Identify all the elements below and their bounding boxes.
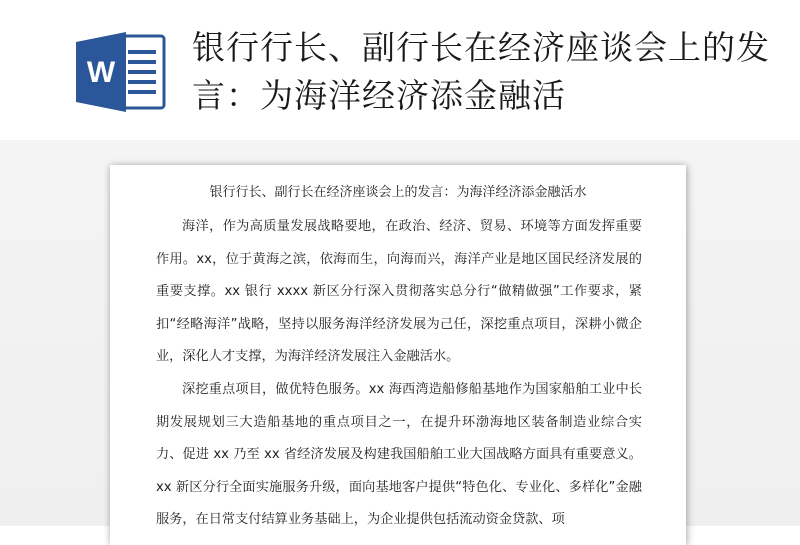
header-banner [0,0,800,140]
page-title: 银行行长、副行长在经济座谈会上的发言：为海洋经济添金融活 [192,28,770,115]
word-document-icon [74,30,166,114]
document-body [156,211,642,537]
document-page [110,165,686,545]
paragraph: 深挖重点项目，做优特色服务。xx 海西湾造船修船基地作为国家船舶工业中长期发展规划三大造船基地的重点项目之一，在提升环渤海地区装备制造业综合实力、促进 xx 乃至 xx 省经济发展及构建我国船舶工业大国战略方面具有重要意义。xx 新区分行全面实施服务升级，面向基地客户提供“特色化、专业化、多样化”金融服务，在日常支付结算业务基础上，为企业提供包括流动资金贷款、项 [156,381,642,528]
word-icon-letter: W [86,56,116,89]
document-title: 银行行长、副行长在经济座谈会上的发言：为海洋经济添金融活水 [209,185,587,200]
paragraph: 海洋，作为高质量发展战略要地，在政治、经济、贸易、环境等方面发挥重要作用。xx，位于黄海之滨，依海而生，向海而兴，海洋产业是地区国民经济发展的重要支撑。xx 银行 xxxx 新区分行深入贯彻落实总分行“做精做强”工作要求，紧扣“经略海洋”战略，坚持以服务海洋经济发展为己任，深挖重点项目，深耕小微企业，深化人才支撑，为海洋经济发展注入金融活水。 [156,219,642,365]
